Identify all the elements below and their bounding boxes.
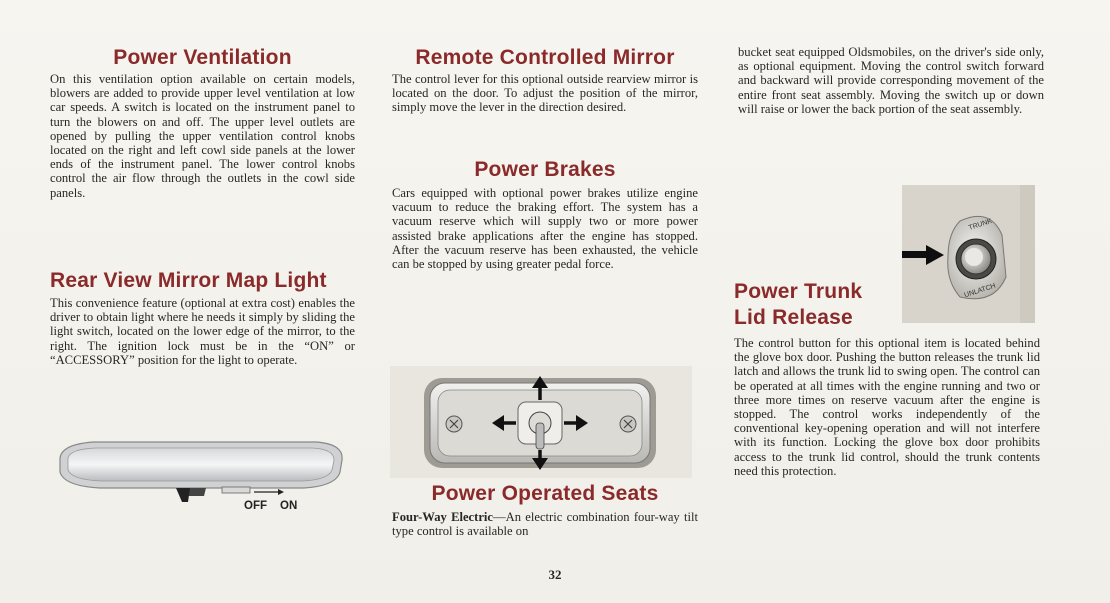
rearview-mirror-figure [54, 436, 349, 516]
trunk-release-text: The control button for this optional item is located behind the glove box door. Pushing the button releases the trunk lid latch and allows the trunk lid to swing open. The control can be operated at all times with the engine running and two or three more times on reserve vacuum after the engine is stopped. The control works independently of the conventional key-opening operation and will not interfere with its function. Locking the glove box door prohibits access to the trunk lid control, should the trunk contents need this protection. [734, 336, 1040, 478]
power-seats-text [392, 510, 698, 538]
power-ventilation-heading: Power Ventilation [113, 46, 292, 69]
power-seats-heading: Power Operated Seats [431, 482, 659, 505]
page-number: 32 [548, 567, 562, 582]
remote-mirror-text: The control lever for this optional outside rearview mirror is located on the door. To adjust the position of the mirror, simply move the lever in the direction desired. [392, 72, 698, 115]
trunk-release-figure [902, 185, 1035, 323]
trunk-label: TRUNK [967, 217, 993, 232]
remote-mirror-heading: Remote Controlled Mirror [415, 46, 675, 69]
four-way-electric-lead: Four-Way Electric [392, 510, 494, 524]
power-ventilation-text: On this ventilation option available on certain models, blowers are added to provide upper level ventilation at low car speeds. A switch is located on the instrument panel to turn the blowers on and off. The upper level outlets are opened by pulling the upper ventilation control knobs located on the right and left cowl side panels at the lower ends of the instrument panel. The lower control knobs control the air flow through the outlets in the cowl side panels. [50, 72, 355, 200]
rearview-mirror-icon [54, 436, 349, 516]
trunk-release-heading-line2: Lid Release [734, 306, 853, 329]
power-brakes-text: Cars equipped with optional power brakes utilize engine vacuum to reduce the braking effort. The system has a vacuum reserve which will supply two or more power assisted brake applications after the engine has stopped. After the vacuum reserve has been exhausted, the vehicle can be stopped by using greater pedal force. [392, 186, 698, 272]
map-light-heading: Rear View Mirror Map Light [50, 269, 327, 292]
seat-switch-icon [390, 366, 692, 478]
four-way-electric-body: —An electric combination four-way tilt type control is available on [392, 510, 698, 539]
trunk-button-icon [902, 185, 1035, 323]
switch-off-label: OFF [244, 500, 267, 512]
map-light-text: This convenience feature (optional at extra cost) enables the driver to obtain light where he needs it simply by sliding the light switch, located on the lower edge of the mirror, to the right. The ignition lock must be in the “ON” or “ACCESSORY” position for the light to operate. [50, 296, 355, 367]
power-brakes-heading: Power Brakes [474, 158, 616, 181]
unlatch-label: UNLATCH [963, 282, 997, 300]
trunk-release-heading-line1: Power Trunk [734, 280, 863, 303]
power-seats-continued-text: bucket seat equipped Oldsmobiles, on the driver's side only, as optional equipment. Moving the control switch forward and backward will provide corresponding movement of the entire front seat assembly. Moving the switch up or down will raise or lower the back portion of the seat assembly. [738, 45, 1044, 116]
switch-on-label: ON [280, 500, 298, 512]
seat-control-figure [390, 366, 692, 478]
